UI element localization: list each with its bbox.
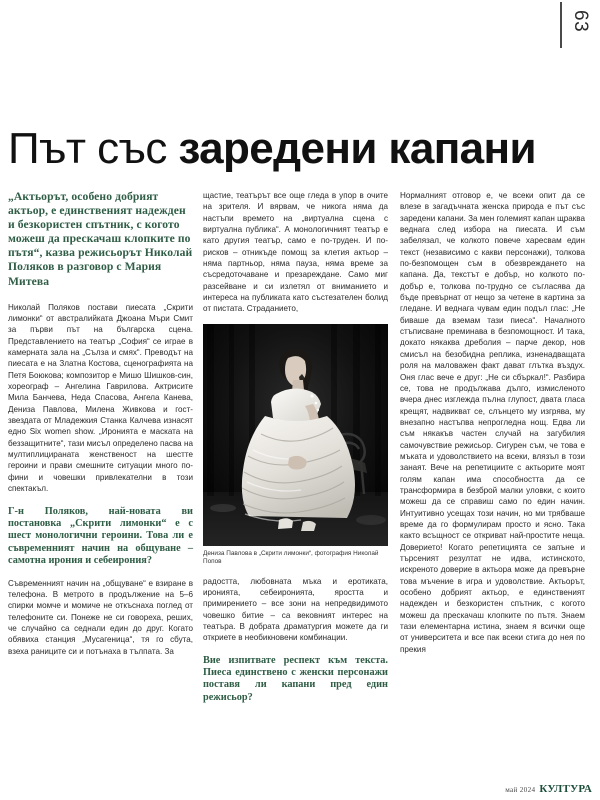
- page-footer: [400, 779, 592, 797]
- body-paragraph: Николай Поляков постави пиесата „Скрити лимонки“ от австралийката Джоана Мъри Смит за първи път на българска сцена. Представлението на театър „София“ се играе в камерната зала на „Сълза и смях“. Преводът на пиесата е на Златна Костова, сценографията на Петя Боюкова; композитор е Мишо Шишков-син, хореограф – Ангелина Гаврилова. Актрисите Мила Банчева, Неда Спасова, Ангела Канева, Дениза Павлова, Милена Живкова и гост-звездата от Младежкия Станка Калчева изнасят едно Six women show. „Иронията е маската на беззащитните“, тази мисъл определено пасва на мултиплицираната женственост на шестте героини и прави смешните ситуации много по-фини и човешки привлекателни в този спектакъл.: [8, 302, 193, 494]
- headline-light-part: Път със: [8, 124, 179, 173]
- body-paragraph: Съвременният начин на „общуване“ е взиране в телефона. В метрото в продължение на 5–6 спирки момче и момиче не откъснаха поглед от телефоните си. Понеже не си говореха, реших, че случайно са седнали един до друг. Когато обявиха станция „Мусагеница“, тя го сбута, взеха раниците си и потънаха в тълпата. За: [8, 578, 193, 656]
- publication-name: КУЛТУРА: [539, 783, 592, 795]
- lead-paragraph: „Актьорът, особено добрият актьор, е единственият надежден и безкористен спътник, с когото можеш да прескачаш клопките по пътя“, казва режисьорът Николай Поляков в разговор с Мария Митева: [8, 190, 193, 288]
- headline-bold-part: заредени капани: [178, 124, 536, 173]
- column-two: [203, 190, 388, 714]
- interview-question: Вие изпитвате респект към текста. Пиеса единствено с женски персонажи поставя ли капани пред един режисьор?: [203, 654, 388, 703]
- photo-caption: Дениза Павлова в „Скрити лимонки“, фотография Николай Попов: [203, 549, 379, 566]
- page-title: [8, 124, 592, 173]
- body-paragraph: радостта, любовната мъка и еротиката, иронията, себеиронията, яростта и примирението – все зони на непредвидимото човешко битие – са вековният интерес на театъра. В добрата драматургия можете да ги откриете в необикновени комбинации.: [203, 576, 388, 643]
- issue-date: май 2024: [505, 786, 536, 794]
- page-number: 63: [570, 10, 591, 33]
- theatre-photo: [203, 324, 388, 546]
- column-three: [400, 190, 585, 655]
- body-paragraph: щастие, театърът все още гледа в упор в очите на зрителя. И вярвам, че никога няма да настъпи времето на „виртуална сцена с виртуална публика“. А монологичният театър е като другия театър, само е по-труден. И по-рисков – отникъде помощ за клетия актьор – няма партньор, няма пауза, няма време за съсредоточаване и презареждане. Само миг разсейване и си излетял от вниманието и интереса на публиката като състезателен болид от пистата. Страданието,: [203, 191, 388, 314]
- photo-figure: [203, 324, 388, 567]
- column-one: [8, 190, 193, 657]
- body-paragraph: Нормалният отговор е, че всеки опит да се влезе в загадъчната женска природа е път със заредени капани. За мен големият капан щраква веднага след избора на пиесата. И съм забелязал, че колкото повече харесвам един текст (независимо с какви персонажи), толкова по-безпомощен съм в обезвреждането на капана. Да, текстът е добър, но колкото по-добър е, толкова по-трудно се съгласява да бъде превърнат от нещо за четене в картина за гледане. И веднага чувам един подъл глас: „Не биваше да вземам тази пиеса“. Началното стъписване преминава в безпомощност. И така, докато някаква дреболия – парче декор, нов смисъл на безобидна реплика, изненадващата роля на маловажен факт дават глътка въздух. Оня глас вече е друг: „Не си сбъркал!“. Разбира се, това не продължава дълго, измисленото вчера днес изглежда пълна глупост, двата гласа крещят, надвикват се, слънцето му изгрява, му внезапно настъпва непрогледна нощ. Едва ли съм някакъв частен случай на загубилия самочувствие режисьор. Сигурен съм, че това е мъката и удоволствието на всеки, влязъл в този занаят. Вече на репетициите с актьорите моят голям капан има способността да се трансформира в безброй малки уловки, с които можеш да се справиш само по един начин. Интуитивно усещах този начин, но ми трябваше време да го формулирам просто и ясно. Така както всъщност се откриват най-простите неща. Доверието! Когато репетицията се запъне и търсеният резултат не идва, истинското, искреното доверие в актьора може да превърне това мъчение в игра и удоволствие. Актьорът, особено добрият актьор, е единственият надежден и безкористен спътник, с когото можеш да прескачаш клопките по пътя. Знаем тази елементарна истина, знаем я всички още от университета и все пак всеки стига до нея по прекия: [400, 191, 585, 654]
- interview-question: Г-н Поляков, най-новата ви постановка „Скрити лимонки“ е с шест монологични героини. Това ли е съвременният начин на общуване – самотна ирония и себеирония?: [8, 505, 193, 567]
